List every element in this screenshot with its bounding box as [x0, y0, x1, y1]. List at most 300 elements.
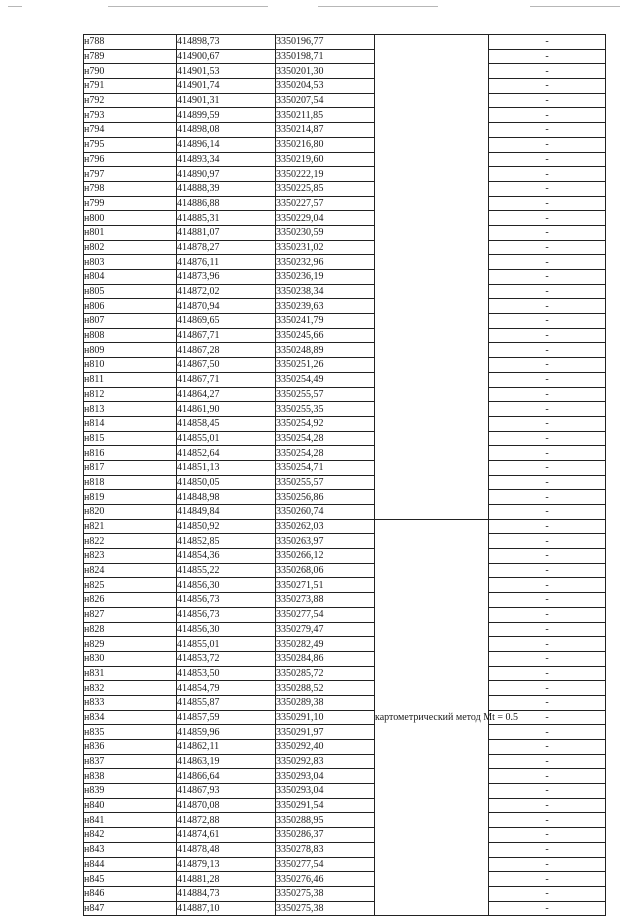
- x-coordinate-cell: 414853,72: [177, 651, 276, 666]
- point-id-cell: н814: [84, 416, 177, 431]
- y-coordinate-cell: 3350288,95: [276, 813, 375, 828]
- x-coordinate-cell: 414893,34: [177, 152, 276, 167]
- table-row: [84, 431, 606, 446]
- y-coordinate-cell: 3350241,79: [276, 314, 375, 329]
- point-id-cell: н790: [84, 64, 177, 79]
- x-coordinate-cell: 414854,36: [177, 549, 276, 564]
- y-coordinate-cell: 3350291,10: [276, 710, 375, 725]
- table-row: [84, 710, 606, 725]
- table-row: [84, 416, 606, 431]
- y-coordinate-cell: 3350268,06: [276, 563, 375, 578]
- dash-cell: -: [489, 622, 606, 637]
- x-coordinate-cell: 414854,79: [177, 681, 276, 696]
- dash-cell: -: [489, 108, 606, 123]
- y-coordinate-cell: 3350245,66: [276, 328, 375, 343]
- table-row: [84, 402, 606, 417]
- dash-cell: -: [489, 710, 606, 725]
- point-id-cell: н812: [84, 387, 177, 402]
- x-coordinate-cell: 414855,01: [177, 637, 276, 652]
- dash-cell: -: [489, 857, 606, 872]
- y-coordinate-cell: 3350254,28: [276, 446, 375, 461]
- scan-noise: [318, 6, 438, 7]
- x-coordinate-cell: 414886,88: [177, 196, 276, 211]
- y-coordinate-cell: 3350282,49: [276, 637, 375, 652]
- x-coordinate-cell: 414866,64: [177, 769, 276, 784]
- point-id-cell: н844: [84, 857, 177, 872]
- table-row: [84, 225, 606, 240]
- y-coordinate-cell: 3350275,38: [276, 886, 375, 901]
- x-coordinate-cell: 414878,48: [177, 842, 276, 857]
- point-id-cell: н809: [84, 343, 177, 358]
- dash-cell: -: [489, 460, 606, 475]
- scan-noise: [8, 6, 22, 7]
- dash-cell: -: [489, 152, 606, 167]
- table-row: [84, 798, 606, 813]
- dash-cell: -: [489, 240, 606, 255]
- x-coordinate-cell: 414901,74: [177, 79, 276, 94]
- table-row: [84, 886, 606, 901]
- table-row: [84, 681, 606, 696]
- dash-cell: -: [489, 181, 606, 196]
- point-id-cell: н788: [84, 35, 177, 50]
- dash-cell: -: [489, 358, 606, 373]
- y-coordinate-cell: 3350198,71: [276, 49, 375, 64]
- x-coordinate-cell: 414856,30: [177, 622, 276, 637]
- point-id-cell: н806: [84, 299, 177, 314]
- dash-cell: -: [489, 446, 606, 461]
- dash-cell: -: [489, 93, 606, 108]
- y-coordinate-cell: 3350216,80: [276, 137, 375, 152]
- table-row: [84, 328, 606, 343]
- x-coordinate-cell: 414872,02: [177, 284, 276, 299]
- dash-cell: -: [489, 769, 606, 784]
- dash-cell: -: [489, 593, 606, 608]
- point-id-cell: н843: [84, 842, 177, 857]
- x-coordinate-cell: 414858,45: [177, 416, 276, 431]
- x-coordinate-cell: 414884,73: [177, 886, 276, 901]
- point-id-cell: н813: [84, 402, 177, 417]
- coordinates-table: [83, 34, 606, 916]
- y-coordinate-cell: 3350262,03: [276, 519, 375, 534]
- point-id-cell: н795: [84, 137, 177, 152]
- x-coordinate-cell: 414850,05: [177, 475, 276, 490]
- table-row: [84, 446, 606, 461]
- dash-cell: -: [489, 651, 606, 666]
- table-row: [84, 358, 606, 373]
- y-coordinate-cell: 3350231,02: [276, 240, 375, 255]
- table-row: [84, 784, 606, 799]
- scan-noise: [530, 6, 620, 7]
- y-coordinate-cell: 3350256,86: [276, 490, 375, 505]
- dash-cell: -: [489, 740, 606, 755]
- x-coordinate-cell: 414874,61: [177, 828, 276, 843]
- dash-cell: -: [489, 431, 606, 446]
- table-row: [84, 563, 606, 578]
- dash-cell: -: [489, 284, 606, 299]
- table-row: [84, 490, 606, 505]
- table-row: [84, 666, 606, 681]
- table-row: [84, 372, 606, 387]
- y-coordinate-cell: 3350232,96: [276, 255, 375, 270]
- x-coordinate-cell: 414867,71: [177, 328, 276, 343]
- x-coordinate-cell: 414876,11: [177, 255, 276, 270]
- table-row: [84, 637, 606, 652]
- y-coordinate-cell: 3350266,12: [276, 549, 375, 564]
- dash-cell: -: [489, 505, 606, 520]
- x-coordinate-cell: 414885,31: [177, 211, 276, 226]
- point-id-cell: н798: [84, 181, 177, 196]
- x-coordinate-cell: 414901,31: [177, 93, 276, 108]
- x-coordinate-cell: 414896,14: [177, 137, 276, 152]
- point-id-cell: н822: [84, 534, 177, 549]
- x-coordinate-cell: 414890,97: [177, 167, 276, 182]
- point-id-cell: н815: [84, 431, 177, 446]
- point-id-cell: н825: [84, 578, 177, 593]
- x-coordinate-cell: 414862,11: [177, 740, 276, 755]
- y-coordinate-cell: 3350292,83: [276, 754, 375, 769]
- dash-cell: -: [489, 35, 606, 50]
- point-id-cell: н827: [84, 607, 177, 622]
- y-coordinate-cell: 3350291,97: [276, 725, 375, 740]
- point-id-cell: н837: [84, 754, 177, 769]
- point-id-cell: н816: [84, 446, 177, 461]
- point-id-cell: н829: [84, 637, 177, 652]
- point-id-cell: н838: [84, 769, 177, 784]
- point-id-cell: н836: [84, 740, 177, 755]
- table-row: [84, 64, 606, 79]
- point-id-cell: н823: [84, 549, 177, 564]
- point-id-cell: н831: [84, 666, 177, 681]
- table-row: [84, 123, 606, 138]
- y-coordinate-cell: 3350289,38: [276, 695, 375, 710]
- table-row: [84, 108, 606, 123]
- x-coordinate-cell: 414901,53: [177, 64, 276, 79]
- dash-cell: -: [489, 167, 606, 182]
- x-coordinate-cell: 414859,96: [177, 725, 276, 740]
- x-coordinate-cell: 414867,50: [177, 358, 276, 373]
- y-coordinate-cell: 3350196,77: [276, 35, 375, 50]
- point-id-cell: н792: [84, 93, 177, 108]
- point-id-cell: н797: [84, 167, 177, 182]
- table-row: [84, 475, 606, 490]
- y-coordinate-cell: 3350239,63: [276, 299, 375, 314]
- dash-cell: -: [489, 578, 606, 593]
- dash-cell: -: [489, 754, 606, 769]
- y-coordinate-cell: 3350284,86: [276, 651, 375, 666]
- point-id-cell: н800: [84, 211, 177, 226]
- x-coordinate-cell: 414849,84: [177, 505, 276, 520]
- y-coordinate-cell: 3350236,19: [276, 270, 375, 285]
- y-coordinate-cell: 3350254,71: [276, 460, 375, 475]
- table-row: [84, 519, 606, 534]
- table-row: [84, 343, 606, 358]
- dash-cell: -: [489, 402, 606, 417]
- table-row: [84, 593, 606, 608]
- point-id-cell: н805: [84, 284, 177, 299]
- y-coordinate-cell: 3350254,28: [276, 431, 375, 446]
- y-coordinate-cell: 3350291,54: [276, 798, 375, 813]
- x-coordinate-cell: 414869,65: [177, 314, 276, 329]
- x-coordinate-cell: 414855,87: [177, 695, 276, 710]
- y-coordinate-cell: 3350229,04: [276, 211, 375, 226]
- point-id-cell: н811: [84, 372, 177, 387]
- x-coordinate-cell: 414887,10: [177, 901, 276, 916]
- y-coordinate-cell: 3350254,49: [276, 372, 375, 387]
- table-row: [84, 769, 606, 784]
- dash-cell: -: [489, 64, 606, 79]
- dash-cell: -: [489, 314, 606, 329]
- point-id-cell: н794: [84, 123, 177, 138]
- table-row: [84, 460, 606, 475]
- y-coordinate-cell: 3350225,85: [276, 181, 375, 196]
- x-coordinate-cell: 414852,85: [177, 534, 276, 549]
- y-coordinate-cell: 3350248,89: [276, 343, 375, 358]
- x-coordinate-cell: 414870,94: [177, 299, 276, 314]
- point-id-cell: н810: [84, 358, 177, 373]
- y-coordinate-cell: 3350254,92: [276, 416, 375, 431]
- y-coordinate-cell: 3350288,52: [276, 681, 375, 696]
- point-id-cell: н791: [84, 79, 177, 94]
- point-id-cell: н789: [84, 49, 177, 64]
- point-id-cell: н834: [84, 710, 177, 725]
- dash-cell: -: [489, 828, 606, 843]
- point-id-cell: н799: [84, 196, 177, 211]
- table-row: [84, 534, 606, 549]
- y-coordinate-cell: 3350201,30: [276, 64, 375, 79]
- x-coordinate-cell: 414872,88: [177, 813, 276, 828]
- table-row: [84, 387, 606, 402]
- point-id-cell: н796: [84, 152, 177, 167]
- table-row: [84, 842, 606, 857]
- dash-cell: -: [489, 196, 606, 211]
- table-row: [84, 299, 606, 314]
- dash-cell: -: [489, 813, 606, 828]
- x-coordinate-cell: 414898,73: [177, 35, 276, 50]
- y-coordinate-cell: 3350219,60: [276, 152, 375, 167]
- x-coordinate-cell: 414861,90: [177, 402, 276, 417]
- x-coordinate-cell: 414873,96: [177, 270, 276, 285]
- dash-cell: -: [489, 328, 606, 343]
- x-coordinate-cell: 414899,59: [177, 108, 276, 123]
- point-id-cell: н832: [84, 681, 177, 696]
- x-coordinate-cell: 414900,67: [177, 49, 276, 64]
- y-coordinate-cell: 3350211,85: [276, 108, 375, 123]
- table-row: [84, 284, 606, 299]
- dash-cell: -: [489, 695, 606, 710]
- table-row: [84, 901, 606, 916]
- x-coordinate-cell: 414867,28: [177, 343, 276, 358]
- x-coordinate-cell: 414867,71: [177, 372, 276, 387]
- point-id-cell: н807: [84, 314, 177, 329]
- dash-cell: -: [489, 416, 606, 431]
- y-coordinate-cell: 3350214,87: [276, 123, 375, 138]
- point-id-cell: н820: [84, 505, 177, 520]
- x-coordinate-cell: 414888,39: [177, 181, 276, 196]
- x-coordinate-cell: 414881,28: [177, 872, 276, 887]
- dash-cell: -: [489, 725, 606, 740]
- point-id-cell: н830: [84, 651, 177, 666]
- table-row: [84, 578, 606, 593]
- table-row: [84, 740, 606, 755]
- table-row: [84, 35, 606, 50]
- y-coordinate-cell: 3350238,34: [276, 284, 375, 299]
- x-coordinate-cell: 414857,59: [177, 710, 276, 725]
- table-row: [84, 167, 606, 182]
- x-coordinate-cell: 414856,30: [177, 578, 276, 593]
- y-coordinate-cell: 3350230,59: [276, 225, 375, 240]
- dash-cell: -: [489, 343, 606, 358]
- dash-cell: -: [489, 255, 606, 270]
- y-coordinate-cell: 3350263,97: [276, 534, 375, 549]
- point-id-cell: н839: [84, 784, 177, 799]
- table-row: [84, 79, 606, 94]
- x-coordinate-cell: 414855,22: [177, 563, 276, 578]
- dash-cell: -: [489, 563, 606, 578]
- x-coordinate-cell: 414850,92: [177, 519, 276, 534]
- point-id-cell: н846: [84, 886, 177, 901]
- y-coordinate-cell: 3350204,53: [276, 79, 375, 94]
- dash-cell: -: [489, 901, 606, 916]
- table-row: [84, 857, 606, 872]
- dash-cell: -: [489, 798, 606, 813]
- table-row: [84, 211, 606, 226]
- y-coordinate-cell: 3350260,74: [276, 505, 375, 520]
- point-id-cell: н841: [84, 813, 177, 828]
- dash-cell: -: [489, 886, 606, 901]
- table-row: [84, 651, 606, 666]
- coordinates-table-body: [84, 35, 606, 916]
- point-id-cell: н808: [84, 328, 177, 343]
- point-id-cell: н828: [84, 622, 177, 637]
- point-id-cell: н802: [84, 240, 177, 255]
- dash-cell: -: [489, 387, 606, 402]
- dash-cell: -: [489, 123, 606, 138]
- table-row: [84, 872, 606, 887]
- table-row: [84, 607, 606, 622]
- x-coordinate-cell: 414856,73: [177, 607, 276, 622]
- dash-cell: -: [489, 784, 606, 799]
- dash-cell: -: [489, 637, 606, 652]
- point-id-cell: н845: [84, 872, 177, 887]
- x-coordinate-cell: 414848,98: [177, 490, 276, 505]
- x-coordinate-cell: 414878,27: [177, 240, 276, 255]
- point-id-cell: н793: [84, 108, 177, 123]
- point-id-cell: н819: [84, 490, 177, 505]
- y-coordinate-cell: 3350286,37: [276, 828, 375, 843]
- table-row: [84, 622, 606, 637]
- dash-cell: -: [489, 79, 606, 94]
- x-coordinate-cell: 414898,08: [177, 123, 276, 138]
- point-id-cell: н817: [84, 460, 177, 475]
- y-coordinate-cell: 3350207,54: [276, 93, 375, 108]
- x-coordinate-cell: 414851,13: [177, 460, 276, 475]
- y-coordinate-cell: 3350251,26: [276, 358, 375, 373]
- x-coordinate-cell: 414856,73: [177, 593, 276, 608]
- table-row: [84, 505, 606, 520]
- dash-cell: -: [489, 475, 606, 490]
- y-coordinate-cell: 3350275,38: [276, 901, 375, 916]
- x-coordinate-cell: 414867,93: [177, 784, 276, 799]
- table-row: [84, 196, 606, 211]
- method-cell: [375, 35, 489, 520]
- x-coordinate-cell: 414881,07: [177, 225, 276, 240]
- point-id-cell: н803: [84, 255, 177, 270]
- table-row: [84, 270, 606, 285]
- table-row: [84, 49, 606, 64]
- table-row: [84, 828, 606, 843]
- y-coordinate-cell: 3350271,51: [276, 578, 375, 593]
- dash-cell: -: [489, 681, 606, 696]
- x-coordinate-cell: 414879,13: [177, 857, 276, 872]
- y-coordinate-cell: 3350273,88: [276, 593, 375, 608]
- dash-cell: -: [489, 607, 606, 622]
- dash-cell: -: [489, 490, 606, 505]
- dash-cell: -: [489, 872, 606, 887]
- y-coordinate-cell: 3350277,54: [276, 607, 375, 622]
- dash-cell: -: [489, 519, 606, 534]
- table-row: [84, 255, 606, 270]
- point-id-cell: н801: [84, 225, 177, 240]
- dash-cell: -: [489, 534, 606, 549]
- table-row: [84, 695, 606, 710]
- y-coordinate-cell: 3350276,46: [276, 872, 375, 887]
- dash-cell: -: [489, 49, 606, 64]
- table-row: [84, 754, 606, 769]
- y-coordinate-cell: 3350293,04: [276, 784, 375, 799]
- point-id-cell: н818: [84, 475, 177, 490]
- x-coordinate-cell: 414852,64: [177, 446, 276, 461]
- table-row: [84, 181, 606, 196]
- point-id-cell: н833: [84, 695, 177, 710]
- point-id-cell: н835: [84, 725, 177, 740]
- dash-cell: -: [489, 299, 606, 314]
- y-coordinate-cell: 3350255,57: [276, 387, 375, 402]
- dash-cell: -: [489, 666, 606, 681]
- x-coordinate-cell: 414870,08: [177, 798, 276, 813]
- y-coordinate-cell: 3350279,47: [276, 622, 375, 637]
- point-id-cell: н840: [84, 798, 177, 813]
- y-coordinate-cell: 3350255,57: [276, 475, 375, 490]
- table-row: [84, 137, 606, 152]
- x-coordinate-cell: 414855,01: [177, 431, 276, 446]
- x-coordinate-cell: 414863,19: [177, 754, 276, 769]
- table-row: [84, 549, 606, 564]
- point-id-cell: н821: [84, 519, 177, 534]
- method-cell: картометрический метод Mt = 0.5: [375, 519, 489, 916]
- table-row: [84, 314, 606, 329]
- table-row: [84, 93, 606, 108]
- y-coordinate-cell: 3350222,19: [276, 167, 375, 182]
- dash-cell: -: [489, 225, 606, 240]
- y-coordinate-cell: 3350277,54: [276, 857, 375, 872]
- x-coordinate-cell: 414853,50: [177, 666, 276, 681]
- table-row: [84, 152, 606, 167]
- point-id-cell: н826: [84, 593, 177, 608]
- y-coordinate-cell: 3350255,35: [276, 402, 375, 417]
- dash-cell: -: [489, 549, 606, 564]
- dash-cell: -: [489, 211, 606, 226]
- table-row: [84, 725, 606, 740]
- point-id-cell: н804: [84, 270, 177, 285]
- y-coordinate-cell: 3350278,83: [276, 842, 375, 857]
- y-coordinate-cell: 3350227,57: [276, 196, 375, 211]
- scan-noise: [108, 6, 268, 7]
- table-row: [84, 813, 606, 828]
- point-id-cell: н847: [84, 901, 177, 916]
- y-coordinate-cell: 3350285,72: [276, 666, 375, 681]
- dash-cell: -: [489, 270, 606, 285]
- dash-cell: -: [489, 372, 606, 387]
